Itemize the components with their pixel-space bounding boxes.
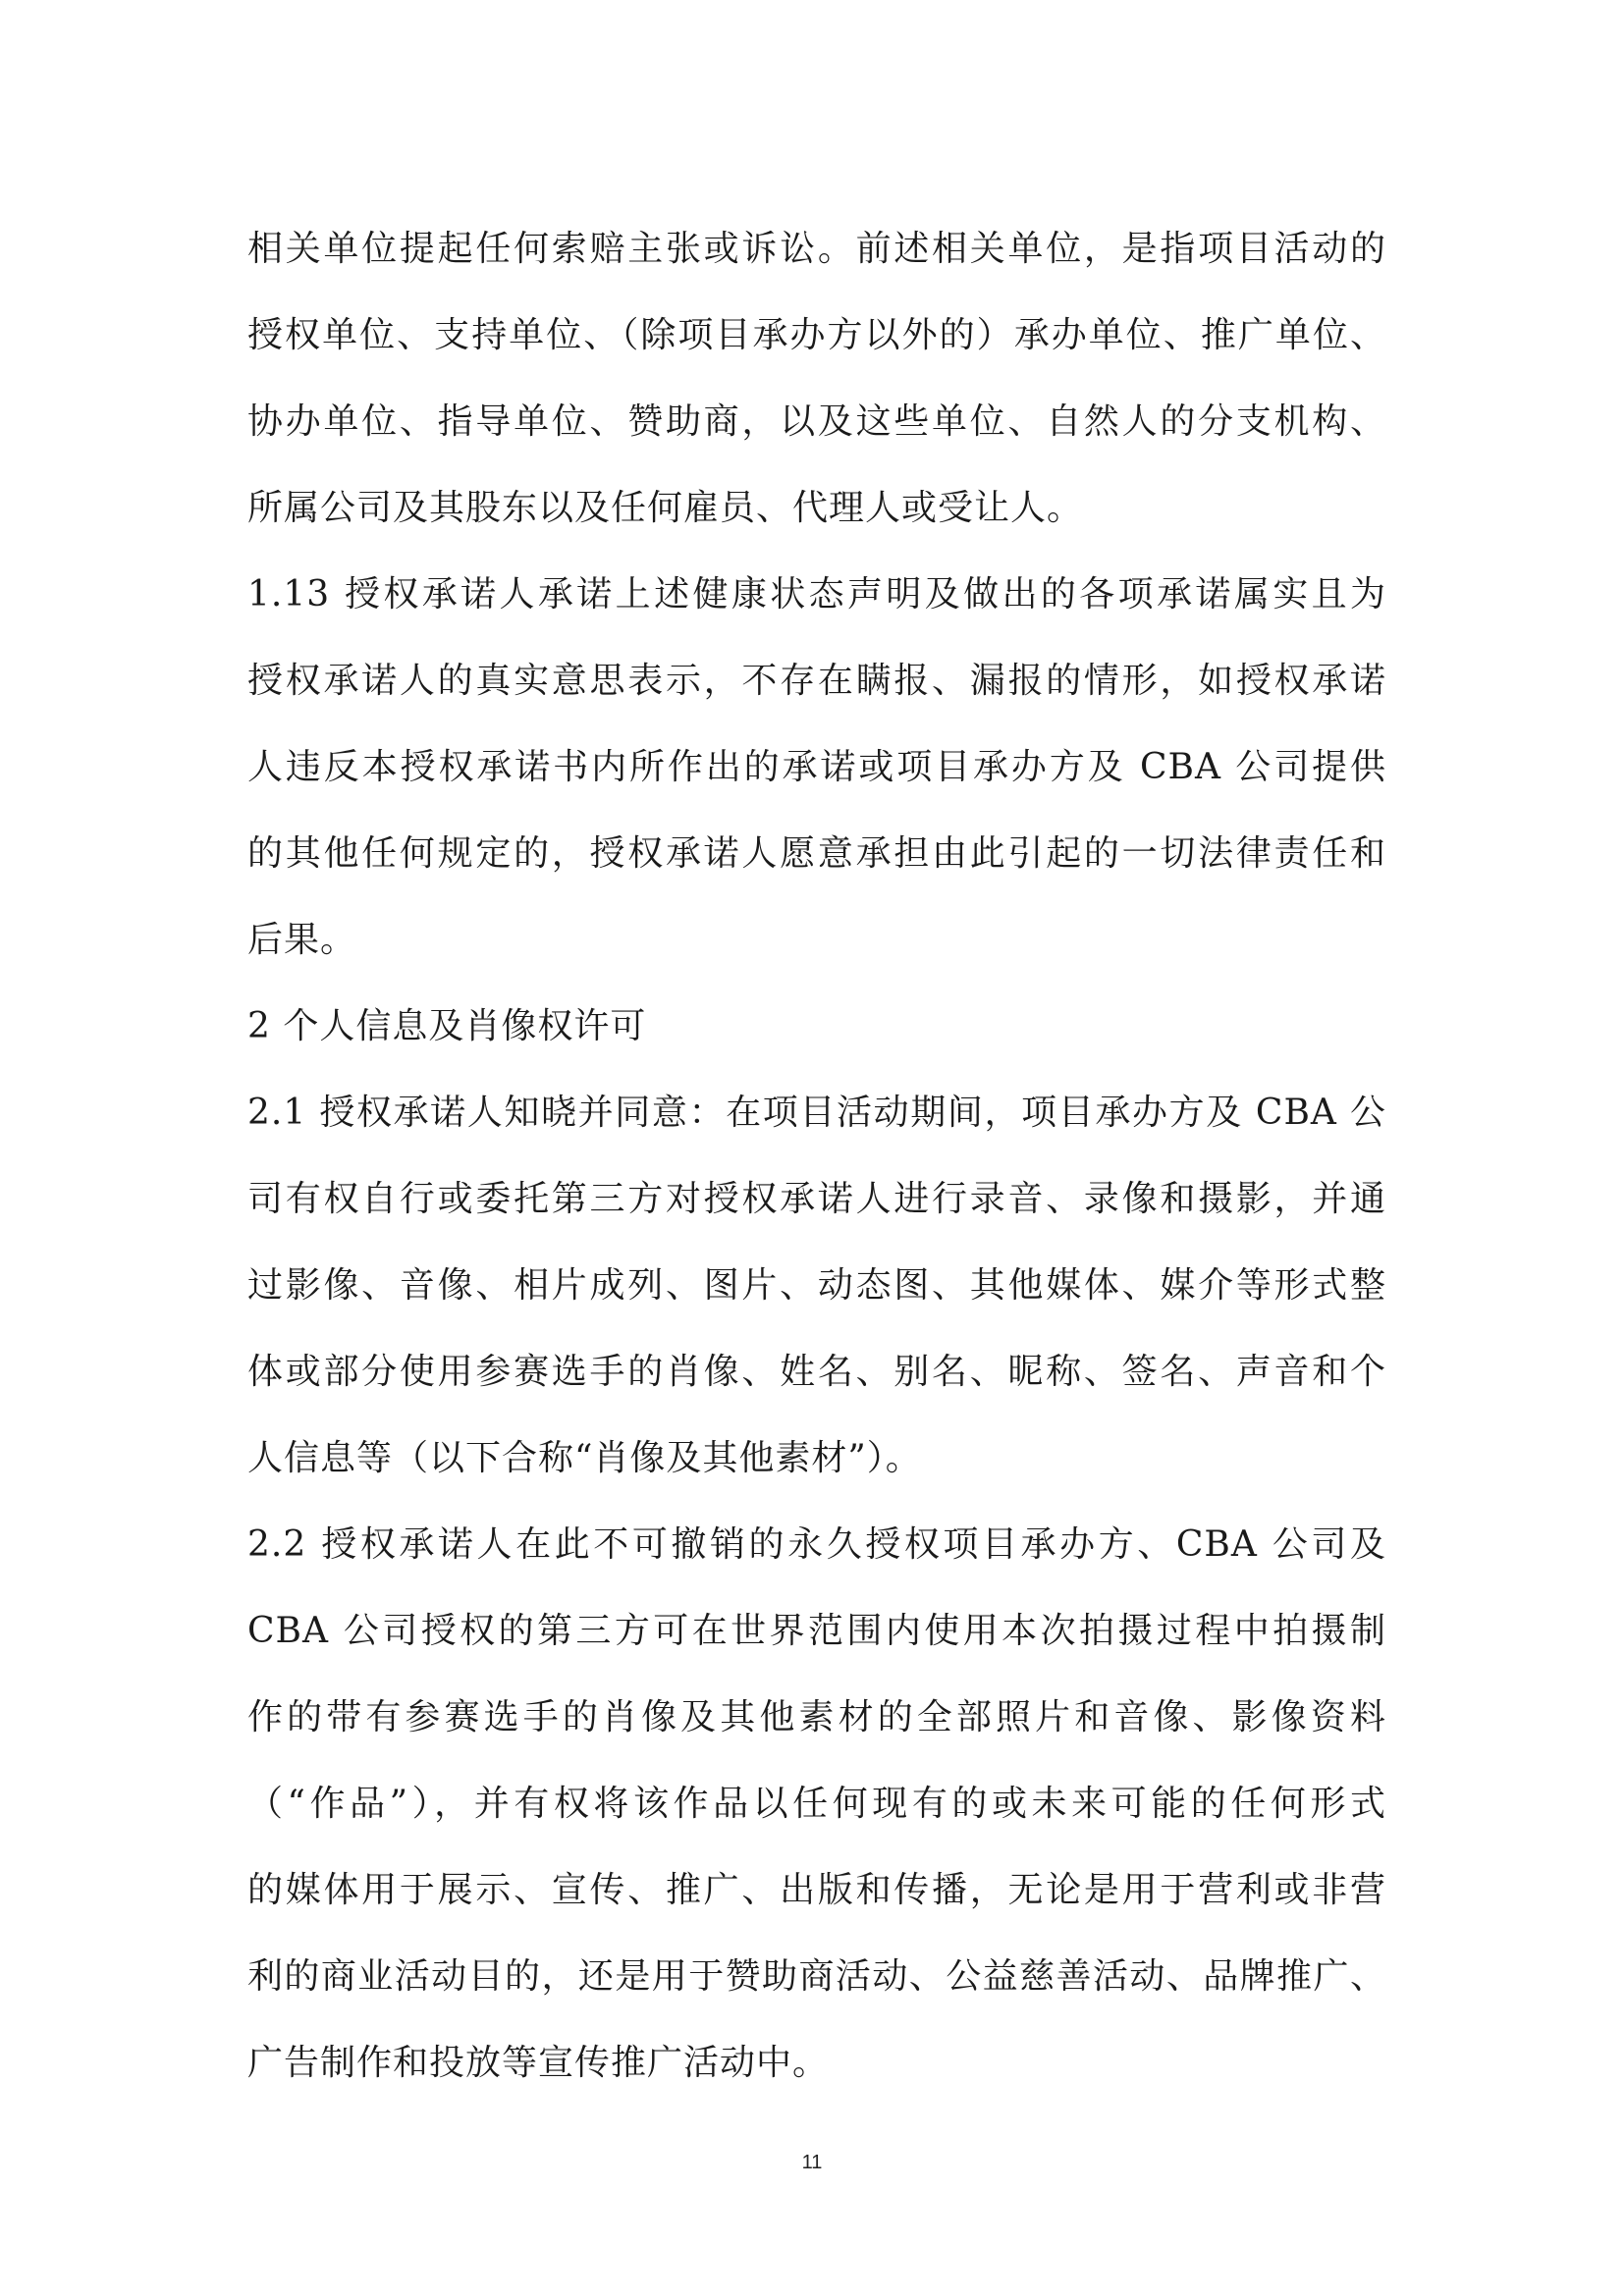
section-2-1-line: 2.1 授权承诺人知晓并同意：在项目活动期间，项目承办方及 CBA 公 bbox=[247, 1093, 1386, 1133]
text-line: 广告制作和投放等宣传推广活动中。 bbox=[247, 2043, 830, 2083]
text-line: 授权承诺人的真实意思表示，不存在瞒报、漏报的情形，如授权承诺 bbox=[247, 661, 1386, 701]
text-line: 协办单位、指导单位、赞助商，以及这些单位、自然人的分支机构、 bbox=[247, 401, 1386, 442]
text-line: 人信息等（以下合称“肖像及其他素材”）。 bbox=[247, 1438, 922, 1478]
text-line: 授权单位、支持单位、（除项目承办方以外的）承办单位、推广单位、 bbox=[247, 315, 1386, 355]
text-line: 人违反本授权承诺书内所作出的承诺或项目承办方及 CBA 公司提供 bbox=[247, 747, 1386, 787]
document-body bbox=[247, 206, 1386, 2107]
text-line: 过影像、音像、相片成列、图片、动态图、其他媒体、媒介等形式整 bbox=[247, 1265, 1386, 1306]
text-line: 司有权自行或委托第三方对授权承诺人进行录音、录像和摄影，并通 bbox=[247, 1179, 1386, 1219]
section-2-2-line: 2.2 授权承诺人在此不可撤销的永久授权项目承办方、CBA 公司及 bbox=[247, 1524, 1386, 1565]
text-line: 相关单位提起任何索赔主张或诉讼。前述相关单位，是指项目活动的 bbox=[247, 229, 1386, 269]
page-number: 11 bbox=[801, 2152, 823, 2173]
section-1-13-line: 1.13 授权承诺人承诺上述健康状态声明及做出的各项承诺属实且为 bbox=[247, 574, 1386, 614]
text-line: （“作品”），并有权将该作品以任何现有的或未来可能的任何形式 bbox=[247, 1784, 1386, 1824]
text-line: 后果。 bbox=[247, 920, 357, 960]
text-line: 利的商业活动目的，还是用于赞助商活动、公益慈善活动、品牌推广、 bbox=[247, 1956, 1386, 1997]
text-line: 体或部分使用参赛选手的肖像、姓名、别名、昵称、签名、声音和个 bbox=[247, 1352, 1386, 1392]
text-line: 的媒体用于展示、宣传、推广、出版和传播，无论是用于营利或非营 bbox=[247, 1870, 1386, 1910]
text-line: 的其他任何规定的，授权承诺人愿意承担由此引起的一切法律责任和 bbox=[247, 833, 1386, 874]
text-line: 作的带有参赛选手的肖像及其他素材的全部照片和音像、影像资料 bbox=[247, 1697, 1386, 1737]
section-heading-2: 2 个人信息及肖像权许可 bbox=[247, 1006, 647, 1046]
text-line: CBA 公司授权的第三方可在世界范围内使用本次拍摄过程中拍摄制 bbox=[247, 1611, 1386, 1651]
text-line: 所属公司及其股东以及任何雇员、代理人或受让人。 bbox=[247, 488, 1084, 528]
